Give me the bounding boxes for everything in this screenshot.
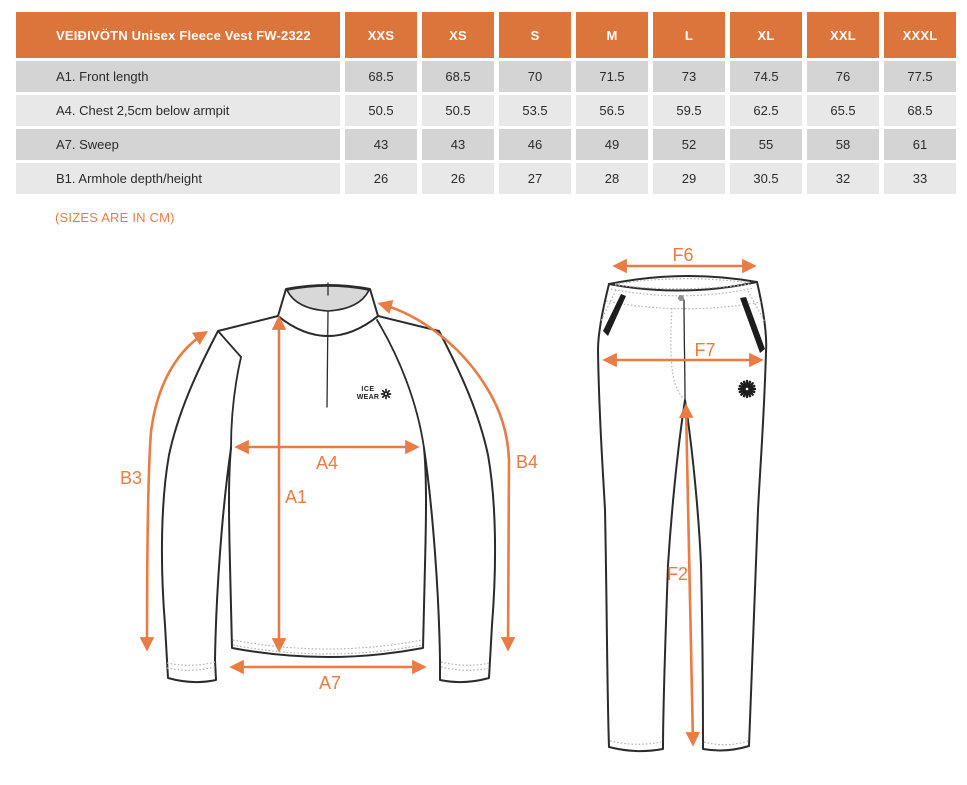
table-title: VEIÐIVÖTN Unisex Fleece Vest FW-2322 xyxy=(16,12,340,58)
size-value-cell: 28 xyxy=(576,163,648,194)
brand-line-2: WEAR xyxy=(356,394,380,401)
size-value-cell: 43 xyxy=(345,129,417,160)
size-value-cell: 59.5 xyxy=(653,95,725,126)
snowflake-logo xyxy=(739,381,755,397)
size-header-xxs: XXS xyxy=(345,12,417,58)
size-value-cell: 65.5 xyxy=(807,95,879,126)
size-value-cell: 50.5 xyxy=(422,95,494,126)
size-value-cell: 76 xyxy=(807,61,879,92)
label-a4: A4 xyxy=(315,453,339,473)
garment-diagrams xyxy=(0,240,967,785)
size-value-cell: 30.5 xyxy=(730,163,802,194)
label-f6: F6 xyxy=(672,245,694,265)
size-header-xs: XS xyxy=(422,12,494,58)
size-value-cell: 27 xyxy=(499,163,571,194)
waist-button xyxy=(678,295,684,301)
size-value-cell: 68.5 xyxy=(345,61,417,92)
label-a7: A7 xyxy=(318,673,342,693)
size-value-cell: 52 xyxy=(653,129,725,160)
size-value-cell: 56.5 xyxy=(576,95,648,126)
size-value-cell: 50.5 xyxy=(345,95,417,126)
size-header-xxxl: XXXL xyxy=(884,12,956,58)
size-value-cell: 77.5 xyxy=(884,61,956,92)
size-value-cell: 71.5 xyxy=(576,61,648,92)
size-value-cell: 68.5 xyxy=(422,61,494,92)
label-a1: A1 xyxy=(284,487,308,507)
size-value-cell: 26 xyxy=(345,163,417,194)
size-value-cell: 49 xyxy=(576,129,648,160)
brand-line-1: ICE xyxy=(361,386,375,393)
size-table xyxy=(16,12,956,194)
pants-diagram xyxy=(598,245,766,751)
size-value-cell: 70 xyxy=(499,61,571,92)
size-value-cell: 55 xyxy=(730,129,802,160)
size-value-cell: 53.5 xyxy=(499,95,571,126)
row-label: B1. Armhole depth/height xyxy=(16,163,340,194)
row-label: A7. Sweep xyxy=(16,129,340,160)
snowflake-icon xyxy=(382,390,391,399)
size-header-l: L xyxy=(653,12,725,58)
size-header-xxl: XXL xyxy=(807,12,879,58)
size-value-cell: 62.5 xyxy=(730,95,802,126)
size-value-cell: 68.5 xyxy=(884,95,956,126)
size-value-cell: 46 xyxy=(499,129,571,160)
size-value-cell: 58 xyxy=(807,129,879,160)
pants-body-outline xyxy=(598,282,766,751)
size-header-s: S xyxy=(499,12,571,58)
units-note: (SIZES ARE IN CM) xyxy=(55,210,175,225)
size-value-cell: 32 xyxy=(807,163,879,194)
size-value-cell: 26 xyxy=(422,163,494,194)
row-label: A4. Chest 2,5cm below armpit xyxy=(16,95,340,126)
label-f7: F7 xyxy=(694,340,716,360)
size-value-cell: 43 xyxy=(422,129,494,160)
fleece-body-outline xyxy=(162,316,495,682)
size-header-xl: XL xyxy=(730,12,802,58)
row-label: A1. Front length xyxy=(16,61,340,92)
size-header-m: M xyxy=(576,12,648,58)
size-value-cell: 73 xyxy=(653,61,725,92)
size-value-cell: 74.5 xyxy=(730,61,802,92)
size-value-cell: 29 xyxy=(653,163,725,194)
size-value-cell: 33 xyxy=(884,163,956,194)
label-b4: B4 xyxy=(515,452,539,472)
label-f2: F2 xyxy=(666,564,688,584)
fleece-diagram xyxy=(120,283,538,693)
size-value-cell: 61 xyxy=(884,129,956,160)
label-b3: B3 xyxy=(119,468,143,488)
